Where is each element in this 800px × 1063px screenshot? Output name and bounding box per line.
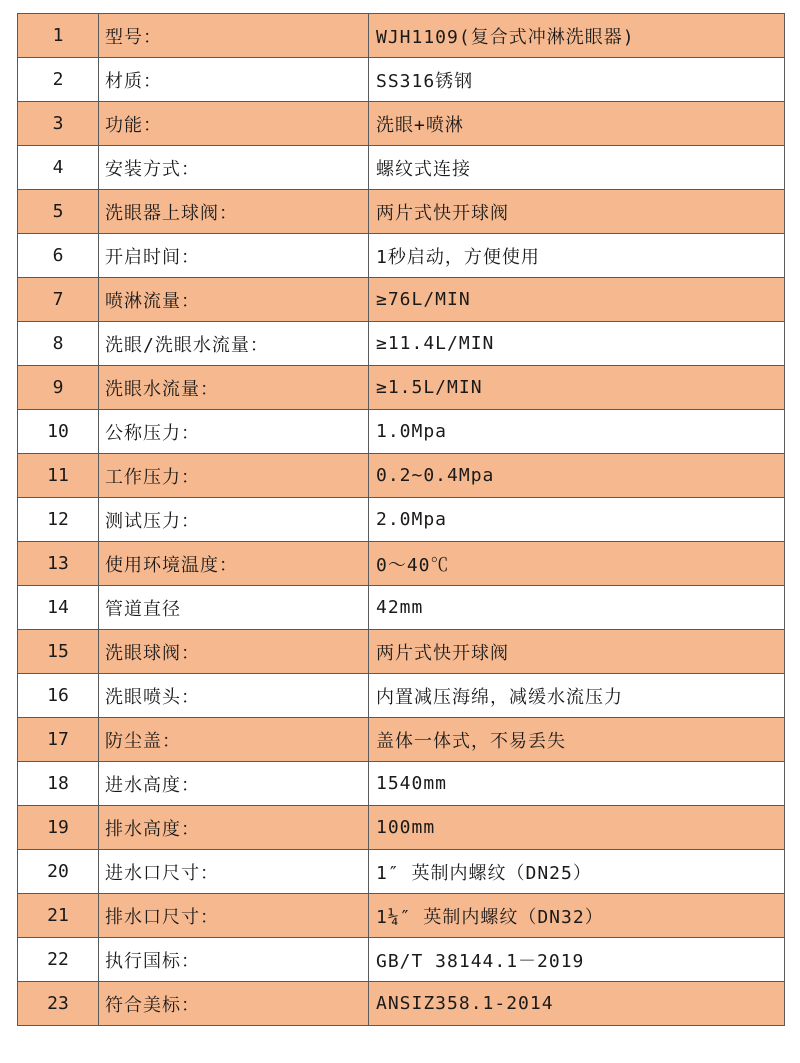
- table-row: [18, 498, 785, 542]
- spec-label: 使用环境温度：: [99, 542, 369, 586]
- table-row: [18, 58, 785, 102]
- row-number: 19: [18, 806, 99, 850]
- table-row: [18, 674, 785, 718]
- spec-table: [17, 13, 785, 1026]
- spec-label: 洗眼/洗眼水流量：: [99, 322, 369, 366]
- spec-value: 0.2~0.4Mpa: [369, 454, 785, 498]
- row-number: 15: [18, 630, 99, 674]
- spec-label: 工作压力：: [99, 454, 369, 498]
- spec-label: 进水高度：: [99, 762, 369, 806]
- spec-value: ANSIZ358.1-2014: [369, 982, 785, 1026]
- table-row: [18, 102, 785, 146]
- spec-label: 开启时间：: [99, 234, 369, 278]
- spec-value: SS316锈钢: [369, 58, 785, 102]
- row-number: 13: [18, 542, 99, 586]
- table-row: [18, 850, 785, 894]
- row-number: 11: [18, 454, 99, 498]
- row-number: 5: [18, 190, 99, 234]
- spec-value: 1″ 英制内螺纹（DN25）: [369, 850, 785, 894]
- table-row: [18, 586, 785, 630]
- spec-label: 符合美标：: [99, 982, 369, 1026]
- row-number: 2: [18, 58, 99, 102]
- spec-label: 进水口尺寸：: [99, 850, 369, 894]
- row-number: 23: [18, 982, 99, 1026]
- row-number: 9: [18, 366, 99, 410]
- spec-label: 排水口尺寸：: [99, 894, 369, 938]
- row-number: 16: [18, 674, 99, 718]
- spec-label: 型号：: [99, 14, 369, 58]
- table-row: [18, 234, 785, 278]
- spec-value: 1秒启动，方便使用: [369, 234, 785, 278]
- table-row: [18, 630, 785, 674]
- spec-label: 测试压力：: [99, 498, 369, 542]
- table-row: [18, 542, 785, 586]
- table-row: [18, 366, 785, 410]
- table-row: [18, 938, 785, 982]
- row-number: 14: [18, 586, 99, 630]
- spec-value: 内置减压海绵，减缓水流压力: [369, 674, 785, 718]
- table-row: [18, 894, 785, 938]
- spec-value: 两片式快开球阀: [369, 190, 785, 234]
- spec-value: 两片式快开球阀: [369, 630, 785, 674]
- row-number: 1: [18, 14, 99, 58]
- spec-value: GB/T 38144.1－2019: [369, 938, 785, 982]
- spec-label: 材质：: [99, 58, 369, 102]
- row-number: 8: [18, 322, 99, 366]
- spec-value: 1.0Mpa: [369, 410, 785, 454]
- row-number: 6: [18, 234, 99, 278]
- spec-label: 公称压力：: [99, 410, 369, 454]
- spec-label: 功能：: [99, 102, 369, 146]
- row-number: 17: [18, 718, 99, 762]
- table-row: [18, 718, 785, 762]
- spec-label: 洗眼喷头：: [99, 674, 369, 718]
- spec-label: 洗眼水流量：: [99, 366, 369, 410]
- spec-value: 1540mm: [369, 762, 785, 806]
- row-number: 3: [18, 102, 99, 146]
- table-row: [18, 14, 785, 58]
- spec-value: ≥1.5L/MIN: [369, 366, 785, 410]
- spec-value: 洗眼+喷淋: [369, 102, 785, 146]
- spec-value: WJH1109(复合式冲淋洗眼器): [369, 14, 785, 58]
- row-number: 12: [18, 498, 99, 542]
- table-row: [18, 982, 785, 1026]
- table-row: [18, 410, 785, 454]
- spec-value: 2.0Mpa: [369, 498, 785, 542]
- spec-label: 防尘盖：: [99, 718, 369, 762]
- row-number: 22: [18, 938, 99, 982]
- row-number: 20: [18, 850, 99, 894]
- spec-label: 执行国标：: [99, 938, 369, 982]
- spec-label: 洗眼器上球阀：: [99, 190, 369, 234]
- spec-label: 喷淋流量：: [99, 278, 369, 322]
- table-row: [18, 762, 785, 806]
- row-number: 21: [18, 894, 99, 938]
- row-number: 7: [18, 278, 99, 322]
- spec-table-body: [18, 14, 785, 1026]
- spec-value: ≥11.4L/MIN: [369, 322, 785, 366]
- row-number: 18: [18, 762, 99, 806]
- spec-value: 100mm: [369, 806, 785, 850]
- table-row: [18, 146, 785, 190]
- table-row: [18, 806, 785, 850]
- spec-label: 管道直径: [99, 586, 369, 630]
- spec-value: 42mm: [369, 586, 785, 630]
- spec-value: 1¼″ 英制内螺纹（DN32）: [369, 894, 785, 938]
- table-row: [18, 278, 785, 322]
- spec-label: 安装方式：: [99, 146, 369, 190]
- spec-value: 螺纹式连接: [369, 146, 785, 190]
- spec-label: 洗眼球阀：: [99, 630, 369, 674]
- spec-value: 盖体一体式，不易丢失: [369, 718, 785, 762]
- table-row: [18, 322, 785, 366]
- table-row: [18, 190, 785, 234]
- spec-value: ≥76L/MIN: [369, 278, 785, 322]
- row-number: 4: [18, 146, 99, 190]
- spec-value: 0～40℃: [369, 542, 785, 586]
- table-row: [18, 454, 785, 498]
- spec-label: 排水高度：: [99, 806, 369, 850]
- row-number: 10: [18, 410, 99, 454]
